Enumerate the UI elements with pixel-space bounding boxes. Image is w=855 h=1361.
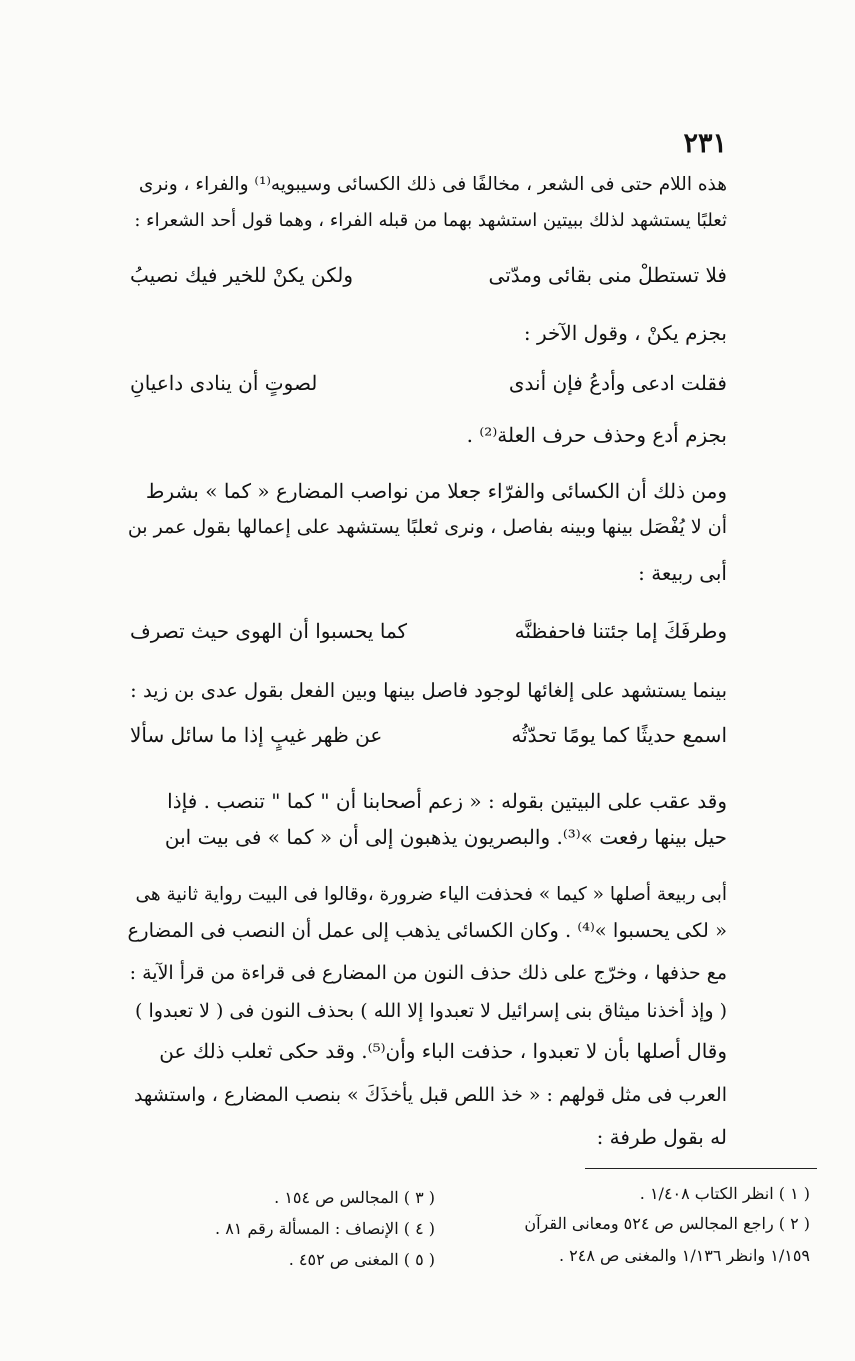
footnote: ( ٤ ) الإنصاف : المسألة رقم ٨١ .: [215, 1219, 435, 1238]
body-line: بينما يستشهد على إلغائها لوجود فاصل بينها وبين الفعل بقول عدى بن زيد :: [130, 679, 727, 702]
footnote: ( ٣ ) المجالس ص ١٥٤ .: [274, 1188, 435, 1207]
verse3-second-hemistich: كما يحسبوا أن الهوى حيث تصرف: [130, 619, 408, 643]
verse2-second-hemistich: لصوتٍ أن ينادى داعيانِ: [130, 371, 318, 395]
page-number: ٢٣١: [683, 128, 727, 159]
body-line: مع حذفها ، وخرّج على ذلك حذف النون من المضارع فى قراءة من قرأ الآية :: [129, 962, 727, 984]
verse1-first-hemistich: فلا تستطلْ منى بقائى ومدّتى: [488, 263, 727, 287]
body-line: « لكى يحسبوا »⁽⁴⁾ . وكان الكسائى يذهب إلى عمل أن النصب فى المضارع: [127, 919, 727, 942]
verse3-first-hemistich: وطرفَكَ إما جئتنا فاحفظنَّه: [514, 619, 727, 643]
footnote: ( ٥ ) المغنى ص ٤٥٢ .: [288, 1250, 435, 1269]
footnote: ١/١٥٩ وانظر ١/١٣٦ والمغنى ص ٢٤٨ .: [558, 1246, 810, 1265]
body-line: أبى ربيعة أصلها « كيما » فحذفت الياء ضرورة ،وقالوا فى البيت رواية ثانية هى: [135, 884, 727, 905]
footnote: ( ٢ ) راجع المجالس ص ٥٢٤ ومعانى القرآن: [524, 1214, 810, 1233]
body-line: ومن ذلك أن الكسائى والفرّاء جعلا من نواصب المضارع « كما » بشرط: [145, 479, 727, 503]
body-line: له بقول طرفة :: [596, 1125, 727, 1149]
body-line: أن لا يُفْصَل بينها وبينه بفاصل ، ونرى ثعلبًا يستشهد على إعمالها بقول عمر بن: [127, 516, 727, 538]
body-line: حيل بينها رفعت »⁽³⁾. والبصريون يذهبون إلى أن « كما » فى بيت ابن: [164, 825, 727, 849]
body-line: وقد عقب على البيتين بقوله : « زعم أصحابنا أن " كما " تنصب . فإذا: [167, 789, 727, 813]
verse4-second-hemistich: عن ظهر غيبٍ إذا ما سائل سألا: [130, 723, 383, 747]
body-line: أبى ربيعة :: [638, 561, 727, 585]
footnote: ( ١ ) انظر الكتاب ١/٤٠٨ .: [639, 1184, 810, 1203]
footnote-separator: [585, 1168, 817, 1169]
body-line: بجزم يكنْ ، وقول الآخر :: [523, 321, 727, 345]
body-line: وقال أصلها بأن لا تعبدوا ، حذفت الباء وأن⁽⁵⁾. وقد حكى ثعلب ذلك عن: [159, 1039, 727, 1063]
verse4-first-hemistich: اسمع حديثًا كما يومًا تحدّثُه: [511, 723, 727, 747]
body-line: بجزم أدع وحذف حرف العلة⁽²⁾ .: [466, 423, 727, 447]
body-line: ثعلبًا يستشهد لذلك ببيتين استشهد بهما من قبله الفراء ، وهما قول أحد الشعراء :: [134, 210, 727, 231]
body-line: هذه اللام حتى فى الشعر ، مخالفًا فى ذلك الكسائى وسيبويه⁽¹⁾ والفراء ، ونرى: [138, 174, 727, 195]
body-line: العرب فى مثل قولهم : « خذ اللص قبل يأخذَكَ » بنصب المضارع ، واستشهد: [133, 1084, 727, 1106]
verse2-first-hemistich: فقلت ادعى وأدعُ فإن أندى: [508, 371, 727, 395]
body-line: ( وإذ أخذنا ميثاق بنى إسرائيل لا تعبدوا إلا الله ) بحذف النون فى ( لا تعبدوا ): [135, 1000, 727, 1022]
verse1-second-hemistich: ولكن يكنْ للخير فيك نصيبُ: [130, 263, 354, 287]
